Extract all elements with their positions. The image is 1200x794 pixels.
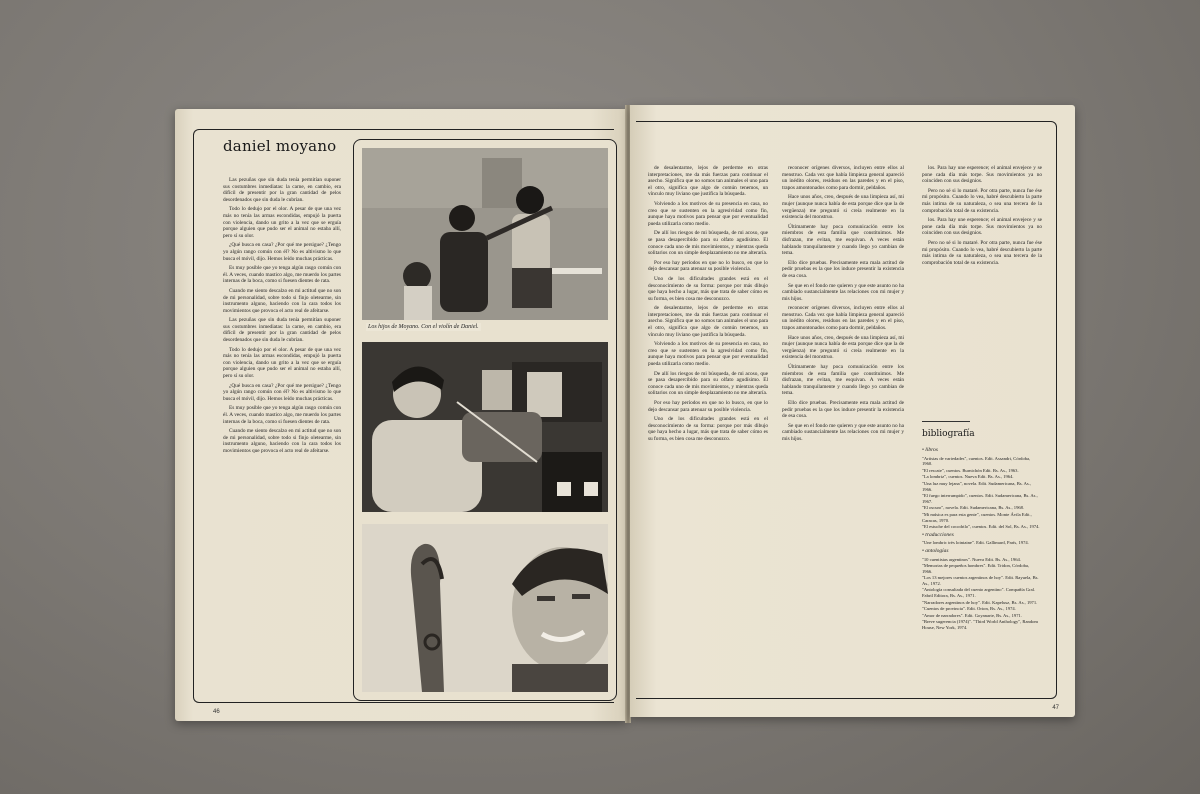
magazine-spread (175, 105, 1075, 725)
bib-item: "Mi música es para esta gente", cuentos. Monte Ávila Edit., Caracas, 1970. (922, 511, 1032, 523)
bib-item: "El fuego interrumpido", cuentos. Edit. Sudamericana, Bs. As., 1967. (922, 493, 1038, 504)
author-heading: daniel moyano (223, 137, 337, 155)
bib-section-anthologies: • antologías (922, 547, 949, 554)
photo-panel (353, 139, 617, 701)
left-page-number: 46 (213, 709, 220, 715)
bib-item: "Antología consultada del cuento argentino". Compañía Gral. Fabril Editora, Bs. As., 1971. (922, 587, 1036, 599)
col3-paragraph: De allí los riesgos de mi búsqueda, de mi acoso, que se pasa desapercibido para su olfato agudísimo. El conoce cada uno de mis movimientos, y mientras queda solitarios con un simple desplazamiento no me alteraría. (648, 370, 768, 397)
col5-paragraph: los. Para hay une esperence; el animal envejece y se pone cada día más torpe. Sus movimientos ya no coinciden con sus designios. (922, 217, 1042, 237)
col5-paragraph: Pero no sé si lo mataré. Por otra parte, nunca fue ése mi propósito. Cuando lo vea, habré descubierto la parte más intima de su naturaleza, o sea una tercera de la comprobación total de su existencia. (922, 239, 1042, 266)
bib-item: "Une lombric très lointaine". Edit. Gallimard, París, 1974. (922, 540, 1029, 546)
col4-paragraph: Últimamente hay poca comunicación entre los miembros de esta familia que constituimos. Me disfrazan, me evitan, me esquivan. A veces están hablando tranquilamente y cuando llego yo cambian de tema. (782, 364, 904, 397)
left-page (175, 109, 627, 721)
right-page (630, 105, 1075, 717)
col1-paragraph: Todo lo dedujo por el olor. A pesar de que una vez más no tenía las armas escondidas, empujó la puerta con violencia, dando un grito a la vez que se erguía porque alguien que pudo ser el animal no estaba allí, pero sí su olor. (223, 206, 341, 239)
col3-paragraph: de desalentarme, lejos de perderme en otras interpretaciones, me da más fuerzas para continuar el asecho. Significa que no somos tan animales el uno para el otro, significa que algo de común tenemos, un vínculo muy liviano que justifica la búsqueda. (648, 165, 768, 198)
col1-paragraph: Todo lo dedujo por el olor. A pesar de que una vez más no tenía las armas escondidas, empujó la puerta con violencia, dando un grito a la vez que se erguía porque alguien que pudo ser el animal no estaba allí, pero sí su olor. (223, 346, 341, 380)
bib-item: "Amor de narradores". Edit. Goyanarte, Bs. As., 1971. (922, 612, 1022, 618)
bibliography-list (922, 445, 1040, 695)
col3-paragraph: Por eso hay períodos en que no lo busco, en que lo dejo descansar para atenuar su posible violencia. (648, 400, 768, 413)
bibliography-rule (922, 421, 970, 422)
col1-paragraph: Cuando me siento descalzo en mi actitud que no son de mi personalidad, sobre todo si finjo oletearme, sin instrumento alguno, haciendo con la cara todos los movimientos que provoca el acto real de afeitarse. (223, 287, 341, 314)
col1-paragraph: ¿Qué busca en casa? ¿Por qué me persigue? ¿Tengo yo algún rango común con él? No es altivismo lo que busca el móvil, dijo. Hemos leído muchas prácticas. (223, 382, 341, 402)
bib-item: "Artistas de variedades", cuentos. Edit. Assandri, Córdoba, 1960. (922, 455, 1031, 467)
bib-item: "Los 13 mejores cuentos argentinos de hoy". Edit. Rayuela, Bs. As., 1972. (922, 575, 1039, 586)
col1-paragraph: Es muy posible que yo tenga algún rasgo común con él. A veces, cuando mastico algo, me muerdo los partes internas de la boca, como si fuesen dientes de rata. (223, 265, 341, 285)
bib-item: "La lombriz", cuentos. Nueva Edit. Bs. As., 1964. (922, 474, 1014, 480)
col5-paragraph: los. Para hay une esperence; el animal envejece y se pone cada día más torpe. Sus movimientos ya no coinciden con sus designios. (922, 165, 1042, 185)
photo-caption: Los hijos de Moyano. Con el violín de Daniel. (368, 324, 479, 330)
col1-paragraph: Las pezuñas que sin duda tenía permitían suponer sus costumbres inmediatas: la carne, en cambio, era difícil de presentir por la gran cantidad de pelos desordenados que sin duda le cubrían. (223, 177, 341, 203)
bib-item: "10 cuentistas argentinos". Nueva Edit. Bs. As., 1964. (922, 556, 1021, 562)
bib-item: "El oscuro", novela. Edit. Sudamericana, Bs. As., 1968. (922, 505, 1025, 511)
right-page-number: 47 (1052, 705, 1059, 711)
col1-paragraph: Las pezuñas que sin duda tenía permitían suponer sus costumbres inmediatas: la carne, en cambio, era difícil de presentir por la gran cantidad de pelos desordenados que sin duda le cubrían. (223, 317, 341, 344)
bib-item: "El estuche del cocodrilo", cuentos. Edit. del Sol, Bs. As., 1974. (922, 524, 1040, 530)
col1-paragraph: ¿Qué busca en casa? ¿Por qué me persigue? ¿Tengo yo algún rango común con él? No es altivismo lo que busca el móvil, dijo. Hemos leído muchas prácticas. (223, 242, 341, 262)
col4-paragraph: Ello dice pruebas. Precisamente esta mala actitud de pedir pruebas es la que los induce presentir la existencia de esa cosa. (782, 259, 904, 279)
bib-section-books: • libros (922, 447, 938, 453)
col3-paragraph: Volviendo a los motivos de su presencia en casa, no creo que se sustenten en la agresividad como fin, aunque haya motivos para pensar que por eventualidad pueda utilizarla como medio. (648, 200, 768, 227)
col3-paragraph: Uno de los dificultades grandes está en el desconocimiento de su forma: porque por más dibujo que haya hecho a lugar, más que trata de saber cómo es su forma, es bien cosa me desconozco. (648, 275, 768, 302)
photo-man-violin (362, 342, 608, 512)
bib-item: "Cuentos de provincia". Edit. Orion, Bs. As., 1974. (922, 606, 1016, 612)
bib-item: "Narradores argentinos de hoy". Edit. Kapelusz, Bs. As., 1971. (922, 599, 1038, 605)
col3-paragraph: Volviendo a los motivos de su presencia en casa, no creo que se sustenten en la agresividad como fin, aunque haya motivos para pensar que por eventualidad pueda utilizarla como medio. (648, 341, 768, 368)
text-column-1 (223, 177, 341, 697)
col3-paragraph: Uno de los dificultades grandes está en el desconocimiento de su forma: porque por más dibujo que haya hecho a lugar, más que trata de saber cómo es su forma, es bien cosa me desconozco. (648, 416, 768, 442)
bib-item: "El rescate", cuentos. Burnichón Edit. Bs. As., 1963. (922, 467, 1019, 473)
col1-paragraph: Es muy posible que yo tenga algún rasgo común con él. A veces, cuando mastico algo, me muerdo los partes internas de la boca, como si fuesen dientes de rata. (223, 405, 341, 425)
text-column-5 (922, 165, 1042, 413)
col4-paragraph: Hace unos años, creo, después de una limpieza así, mi mujer (aunque nunca había de esta porque dice que la de vergüenza) me preguntó si creía realmente en la existencia del monstruo. (782, 334, 904, 361)
bib-item: "Memorias de pequeños hombres". Edit. Tridon, Córdoba, 1966. (922, 563, 1030, 574)
col4-paragraph: reconocer orígenes diversos, incluyen entre ellos al menstruo. Cada vez que había limpieza general apareció un inédito olores, residuos en las paredes y en el piso, trapos amontonados como para dormir, peldaños. (782, 305, 904, 332)
text-column-4 (782, 165, 904, 693)
col4-paragraph: Últimamente hay poca comunicación entre los miembros de esta familia que constituimos. Me disfrazan, me evitan, me esquivan. A veces están hablando tranquilamente y cuando llego yo cambian de tema. (782, 223, 904, 257)
bib-item: "Breve sugerencia (1974)". "Third World Anthology", Random House, New York, 1974. (922, 619, 1038, 631)
col3-paragraph: De allí los riesgos de mi búsqueda, de mi acoso, que se pasa desapercibido para su olfato agudísimo. El conoce cada uno de mis movimientos, y mientras queda solitarios con un simple desplazamiento no me alteraría. (648, 230, 768, 257)
photo-portrait-hand (362, 524, 608, 692)
photo-children-violin (362, 148, 608, 320)
bib-item: "Una luz muy lejana", novela. Edit. Sudamericana, Bs. As., 1966. (922, 480, 1031, 492)
col5-paragraph: Pero no sé si lo mataré. Por otra parte, nunca fue ése mi propósito. Cuando lo vea, habré descubierto la parte más intima de su naturaleza, o sea una tercera de la comprobación total de su existencia. (922, 187, 1042, 214)
col4-paragraph: Ello dice pruebas. Precisamente esta mala actitud de pedir pruebas es la que los induce presentir la existencia de esa cosa. (782, 400, 904, 420)
text-column-3 (648, 165, 768, 693)
col4-paragraph: Se que en el fondo me quieren y que este asunto no ha cambiado sustancialmente las relaciones con mi mujer y mis hijos. (782, 282, 904, 302)
col1-paragraph: Cuando me siento descalzo en mi actitud que no son de mi personalidad, sobre todo si finjo oletearme, sin instrumento alguno, haciendo con la cara todos los movimientos que provoca el acto real de afeitarse. (223, 428, 341, 454)
bib-section-translations: • traducciones (922, 531, 954, 538)
col4-paragraph: reconocer orígenes diversos, incluyen entre ellos al menstruo. Cada vez que había limpieza general apareció un inédito olores, residuos en las paredes y en el piso, trapos amontonados como para dormir, peldaños. (782, 165, 904, 191)
col3-paragraph: Por eso hay períodos en que no lo busco, en que lo dejo descansar para atenuar su posible violencia. (648, 259, 768, 273)
col3-paragraph: de desalentarme, lejos de perderme en otras interpretaciones, me da más fuerzas para continuar el asecho. Significa que no somos tan animales el uno para el otro, significa que algo de común tenemos, un vínculo muy liviano que justifica la búsqueda. (648, 305, 768, 338)
col4-paragraph: Se que en el fondo me quieren y que este asunto no ha cambiado sustancialmente las relaciones con mi mujer y mis hijos. (782, 422, 904, 442)
bibliography-title: bibliografía (922, 429, 975, 439)
col4-paragraph: Hace unos años, creo, después de una limpieza así, mi mujer (aunque nunca había de esta porque dice que la de vergüenza) me preguntó si creía realmente en la existencia del monstruo. (782, 194, 904, 221)
